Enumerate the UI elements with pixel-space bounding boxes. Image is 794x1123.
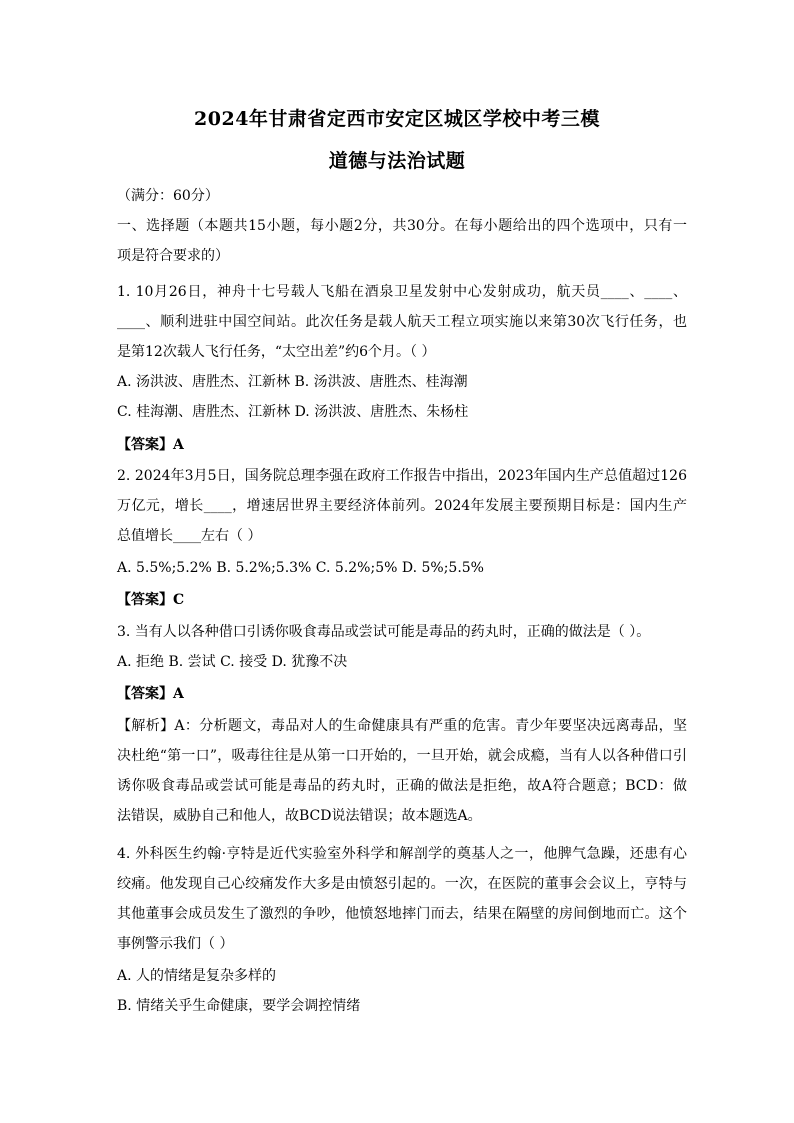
exam-subject-title: 道德与法治试题: [328, 150, 466, 172]
q2-stem-line-2: 万亿元，增长____，增速居世界主要经济体前列。2024年发展主要预期目标是：国内生产: [117, 498, 687, 514]
q2-stem-line-1: 2. 2024年3月5日，国务院总理李强在政府工作报告中指出，2023年国内生产总值超过126: [117, 468, 687, 484]
q2-answer: 【答案】C: [117, 592, 185, 608]
q4-stem-line-1: 4. 外科医生约翰·亨特是近代实验室外科学和解剖学的奠基人之一，他脾气急躁，还患有心: [117, 846, 687, 862]
q3-analysis-line-3: 诱你吸食毒品或尝试可能是毒品的药丸时，正确的做法是拒绝，故A符合题意；BCD：做: [117, 778, 687, 794]
q3-analysis-line-1: 【解析】A：分析题文，毒品对人的生命健康具有严重的危害。青少年要坚决远离毒品，坚: [117, 718, 687, 734]
q1-stem-line-3: 是第12次载人飞行任务，“太空出差”约6个月。（ ）: [117, 344, 436, 360]
q4-stem-line-3: 其他董事会成员发生了激烈的争吵，他愤怒地摔门而去，结果在隔壁的房间倒地而亡。这个: [117, 906, 687, 922]
q2-stem-line-3: 总值增长____左右（ ）: [117, 528, 262, 544]
q1-answer: 【答案】A: [117, 437, 184, 453]
q1-options-row-2: C. 桂海潮、唐胜杰、江新林 D. 汤洪波、唐胜杰、朱杨柱: [117, 404, 469, 420]
section-instructions-line-1: 一、选择题（本题共15小题，每小题2分，共30分。在每小题给出的四个选项中，只有一: [117, 218, 687, 234]
score-note: （满分：60分）: [117, 188, 219, 204]
q4-option-b: B. 情绪关乎生命健康，要学会调控情绪: [117, 998, 361, 1014]
q3-analysis-line-2: 决杜绝“第一口”，吸毒往往是从第一口开始的，一旦开始，就会成瘾，当有人以各种借口引: [117, 748, 687, 764]
q2-options: A. 5.5%;5.2% B. 5.2%;5.3% C. 5.2%;5% D. 5%;5.5%: [117, 560, 484, 576]
section-instructions-line-2: 项是符合要求的）: [117, 248, 229, 264]
q3-stem: 3. 当有人以各种借口引诱你吸食毒品或尝试可能是毒品的药丸时，正确的做法是（ ）。: [117, 624, 651, 640]
q3-answer: 【答案】A: [117, 686, 184, 702]
q3-options: A. 拒绝 B. 尝试 C. 接受 D. 犹豫不决: [117, 654, 348, 670]
q4-stem-line-2: 绞痛。他发现自己心绞痛发作大多是由愤怒引起的。一次，在医院的董事会会议上，亨特与: [117, 876, 687, 892]
q1-options-row-1: A. 汤洪波、唐胜杰、江新林 B. 汤洪波、唐胜杰、桂海潮: [117, 374, 468, 390]
q3-analysis-line-4: 法错误，威胁自己和他人，故BCD说法错误；故本题选A。: [117, 808, 482, 824]
q1-stem-line-1: 1. 10月26日，神舟十七号载人飞船在酒泉卫星发射中心发射成功，航天员____、____、: [117, 284, 687, 300]
q4-stem-line-4: 事例警示我们（ ）: [117, 936, 234, 952]
exam-title: 2024年甘肃省定西市安定区城区学校中考三模: [194, 108, 600, 130]
q1-stem-line-2: ____、顺利进驻中国空间站。此次任务是载人航天工程立项实施以来第30次飞行任务，也: [117, 314, 687, 330]
q4-option-a: A. 人的情绪是复杂多样的: [117, 968, 277, 984]
